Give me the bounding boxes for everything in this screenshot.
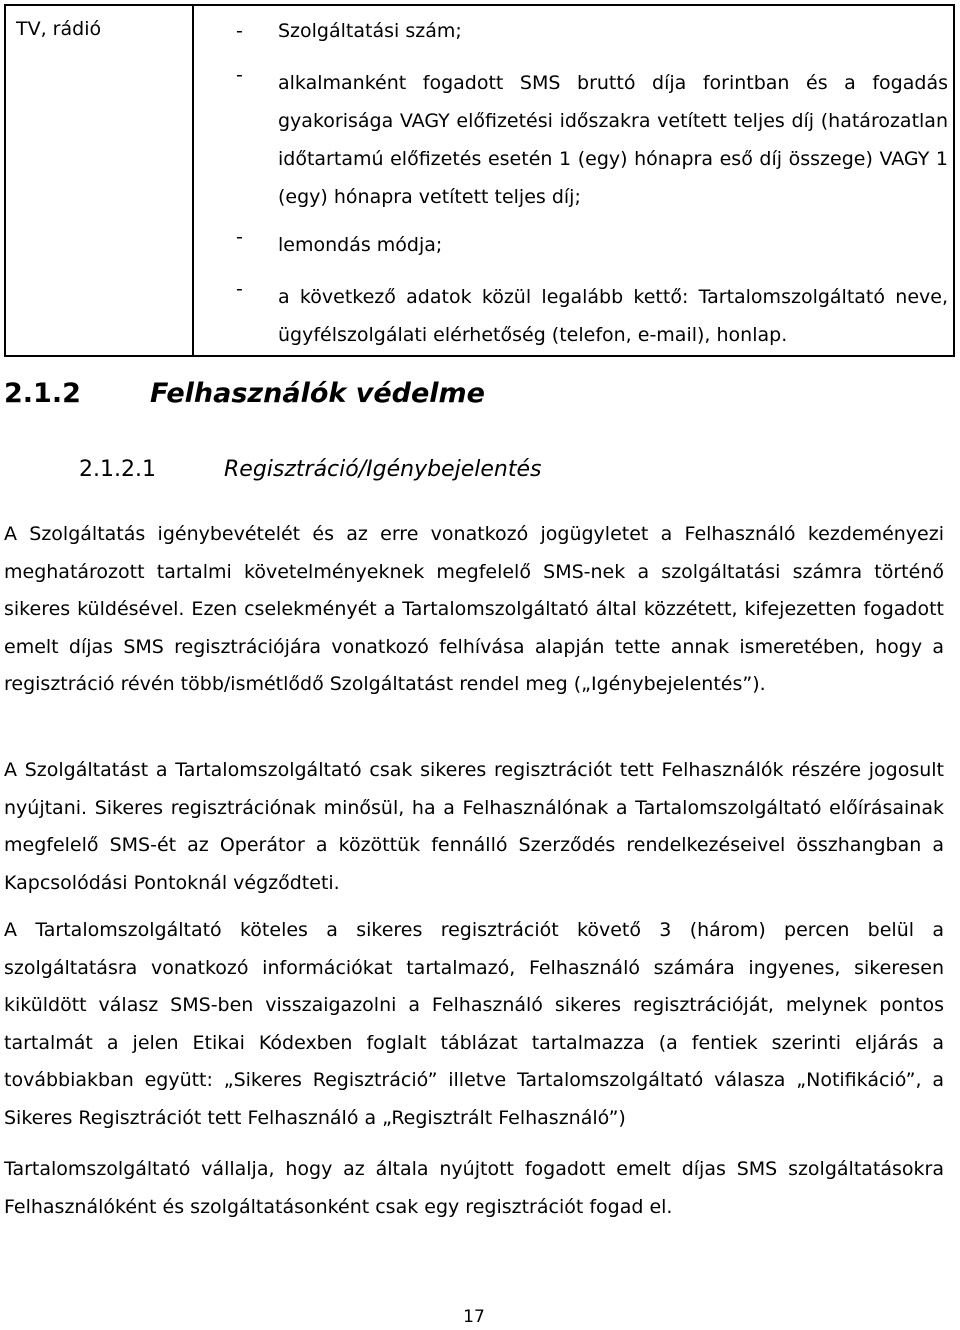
list-dash: - bbox=[236, 20, 243, 42]
list-item bbox=[236, 12, 948, 50]
body-paragraph: A Szolgáltatás igénybevételét és az erre vonatkozó jogügyletet a Felhasználó kezdeményezi meghatározott tartalmi követelményeknek megfelelő SMS-nek a szolgáltatási számra történő sikeres küldésével. Ezen cselekményét a Tartalomszolgáltató által közzétett, kifejezetten fogadott emelt díjas SMS regisztrációjára vonatkozó felhívása alapján tette annak ismeretében, hogy a regisztráció révén több/ismétlődő Szolgáltatást rendel meg („Igénybejelentés”). bbox=[4, 523, 944, 695]
page-number: 17 bbox=[463, 1307, 485, 1327]
list-dash: - bbox=[236, 226, 243, 248]
list-item-text: a következő adatok közül legalább kettő: Tartalomszolgáltató neve, ügyfélszolgálati elérhetőség (telefon, e-mail), honlap. bbox=[278, 286, 948, 346]
section-number: 2.1.2 bbox=[4, 378, 81, 409]
subsection-heading bbox=[79, 459, 541, 481]
body-paragraph: A Szolgáltatást a Tartalomszolgáltató csak sikeres regisztrációt tett Felhasználók részére jogosult nyújtani. Sikeres regisztrációnak minősül, ha a Felhasználónak a Tartalomszolgáltató előírásainak megfelelő SMS-ét az Operátor a közöttük fennálló Szerződés rendelkezéseivel összhangban a Kapcsolódási Pontoknál végződteti. bbox=[4, 759, 944, 894]
subsection-title: Regisztráció/Igénybejelentés bbox=[224, 457, 542, 482]
list-dash: - bbox=[236, 64, 243, 86]
list-item bbox=[236, 226, 948, 264]
info-table bbox=[4, 4, 955, 357]
list-item-text: alkalmanként fogadott SMS bruttó díja forintban és a fogadás gyakorisága VAGY előfizetési időszakra vetített teljes díj (határozatlan időtartamú előfizetés esetén 1 (egy) hónapra eső díj összege) VAGY 1 (egy) hónapra vetített teljes díj; bbox=[278, 72, 948, 208]
section-heading bbox=[4, 380, 485, 407]
table-column-divider bbox=[192, 6, 194, 355]
body-paragraph: Tartalomszolgáltató vállalja, hogy az általa nyújtott fogadott emelt díjas SMS szolgáltatásokra Felhasználóként és szolgáltatásonként csak egy regisztrációt fogad el. bbox=[4, 1158, 944, 1218]
list-item bbox=[236, 278, 948, 354]
list-dash: - bbox=[236, 278, 243, 300]
list-item bbox=[236, 64, 948, 216]
list-item-text: Szolgáltatási szám; bbox=[278, 20, 462, 42]
table-row-label: TV, rádió bbox=[16, 18, 102, 40]
section-title: Felhasználók védelme bbox=[150, 378, 485, 409]
body-paragraph: A Tartalomszolgáltató köteles a sikeres regisztrációt követő 3 (három) percen belül a szolgáltatásra vonatkozó információkat tartalmazó, Felhasználó számára ingyenes, sikeresen kiküldött válasz SMS-ben visszaigazolni a Felhasználó sikeres regisztrációját, melynek pontos tartalmát a jelen Etikai Kódexben foglalt táblázat tartalmazza (a fentiek szerinti eljárás a továbbiakban együtt: „Sikeres Regisztráció” illetve Tartalomszolgáltató válasza „Notifikáció”, a Sikeres Regisztrációt tett Felhasználó a „Regisztrált Felhasználó”) bbox=[4, 919, 944, 1129]
list-item-text: lemondás módja; bbox=[278, 234, 443, 256]
subsection-number: 2.1.2.1 bbox=[79, 457, 156, 482]
